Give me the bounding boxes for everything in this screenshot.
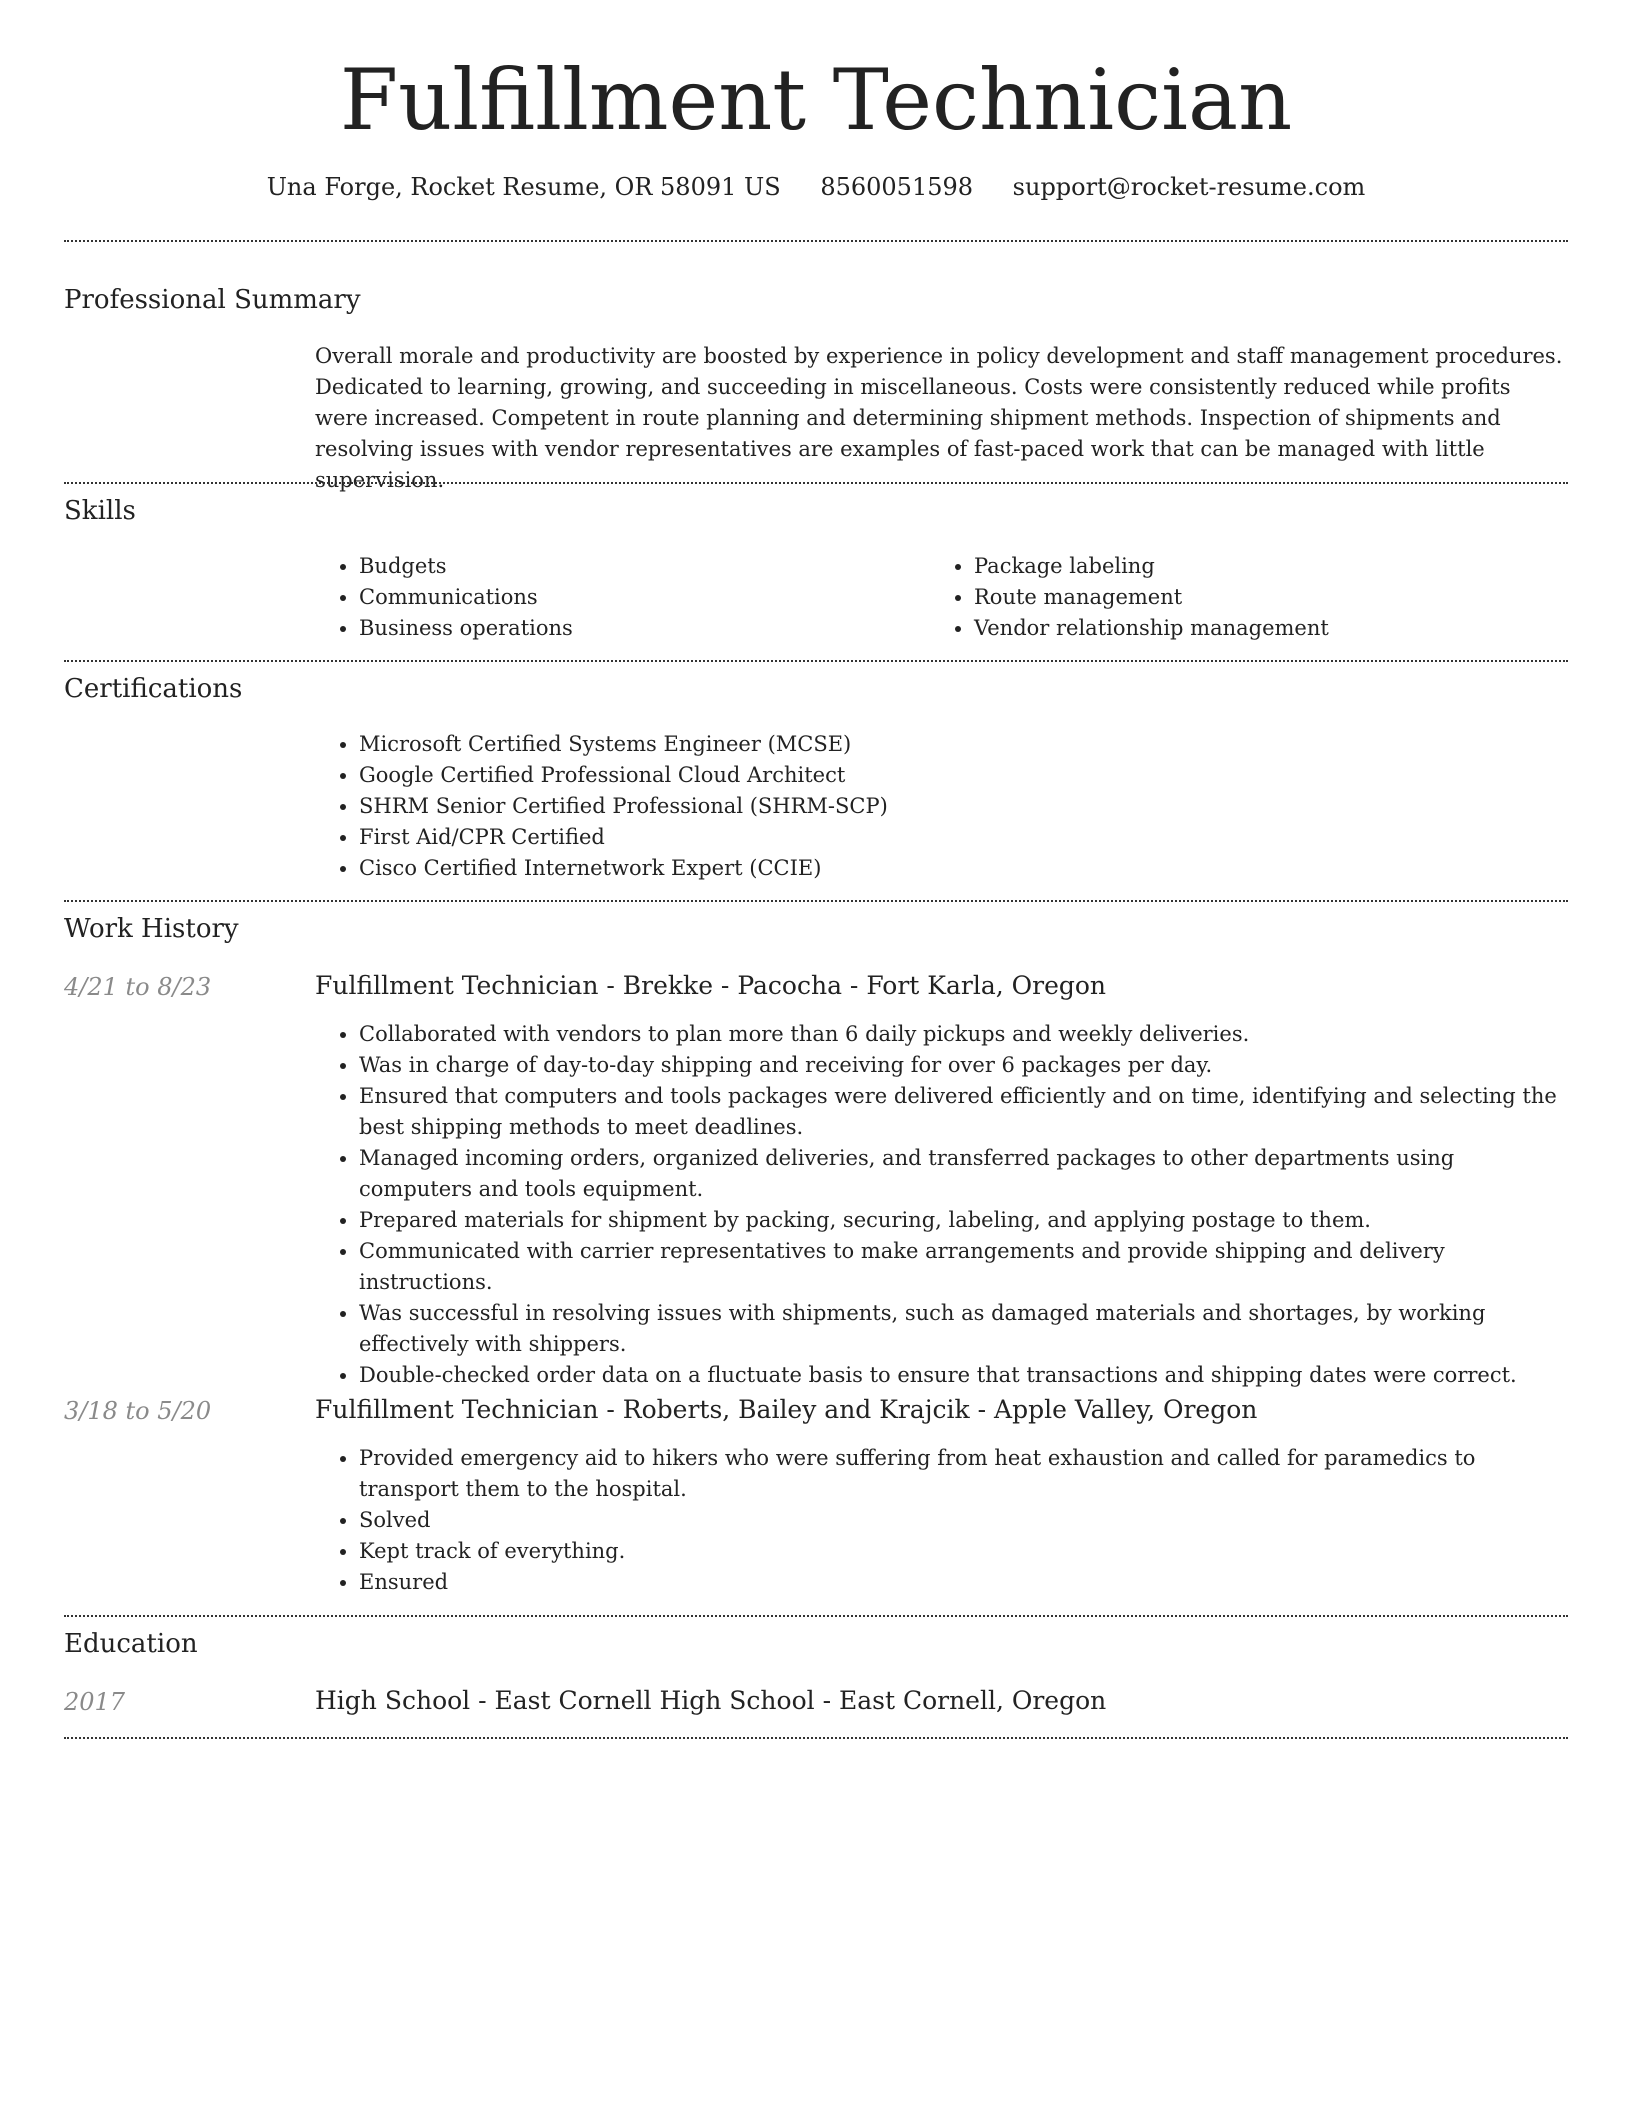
- section-divider: [64, 900, 1568, 902]
- skill-item: • Vendor relationship management: [974, 613, 1568, 644]
- work-history-heading: Work History: [64, 914, 239, 944]
- job-dates: 4/21 to 8/23: [64, 973, 212, 1001]
- job-bullet: • Was in charge of day-to-day shipping and receiving for over 6 packages per day.: [359, 1050, 1568, 1081]
- certification-item: • Google Certified Professional Cloud Architect: [359, 760, 1568, 791]
- education-title: High School - East Cornell High School - East Cornell, Oregon: [315, 1686, 1107, 1715]
- skills-list-right: [930, 551, 1568, 644]
- skill-item: • Package labeling: [974, 551, 1568, 582]
- section-divider: [64, 1737, 1568, 1739]
- certifications-list: [315, 729, 1568, 884]
- certification-item: • SHRM Senior Certified Professional (SHRM-SCP): [359, 791, 1568, 822]
- section-divider: [64, 240, 1568, 242]
- certification-item: • First Aid/CPR Certified: [359, 822, 1568, 853]
- job-bullet: • Provided emergency aid to hikers who were suffering from heat exhaustion and called for paramedics to transport them to the hospital.: [359, 1443, 1568, 1505]
- job-bullet: • Ensured that computers and tools packages were delivered efficiently and on time, identifying and selecting the best shipping methods to meet deadlines.: [359, 1081, 1568, 1143]
- section-divider: [64, 660, 1568, 662]
- section-divider: [64, 1615, 1568, 1617]
- skills-heading: Skills: [64, 496, 136, 526]
- skill-item: • Business operations: [359, 613, 915, 644]
- job-bullets: [315, 1443, 1568, 1598]
- job-title: Fulfillment Technician - Brekke - Pacocha - Fort Karla, Oregon: [315, 971, 1107, 1000]
- contact-address: Una Forge, Rocket Resume, OR 58091 US: [266, 173, 781, 201]
- job-bullet: • Kept track of everything.: [359, 1536, 1568, 1567]
- job-title: Fulfillment Technician - Roberts, Bailey and Krajcik - Apple Valley, Oregon: [315, 1395, 1258, 1424]
- skill-item: • Communications: [359, 582, 915, 613]
- skills-list-left: [315, 551, 915, 644]
- job-bullets: [315, 1019, 1568, 1391]
- certification-item: • Microsoft Certified Systems Engineer (MCSE): [359, 729, 1568, 760]
- job-bullet: • Communicated with carrier representatives to make arrangements and provide shipping and delivery instructions.: [359, 1236, 1568, 1298]
- skill-item: • Budgets: [359, 551, 915, 582]
- resume-title: Fulfillment Technician: [339, 51, 1293, 149]
- education-heading: Education: [64, 1629, 198, 1659]
- contact-phone: 8560051598: [820, 173, 974, 201]
- job-bullet: • Ensured: [359, 1567, 1568, 1598]
- job-bullet: • Double-checked order data on a fluctuate basis to ensure that transactions and shipping dates were correct.: [359, 1360, 1568, 1391]
- summary-heading: Professional Summary: [64, 285, 361, 315]
- certifications-heading: Certifications: [64, 674, 243, 704]
- section-divider: [64, 482, 1568, 484]
- job-bullet: • Prepared materials for shipment by packing, securing, labeling, and applying postage to them.: [359, 1205, 1568, 1236]
- education-date: 2017: [64, 1688, 126, 1716]
- contact-email[interactable]: support@rocket-resume.com: [1012, 173, 1366, 201]
- job-bullet: • Was successful in resolving issues with shipments, such as damaged materials and shortages, by working effectively with shippers.: [359, 1298, 1568, 1360]
- job-bullet: • Managed incoming orders, organized deliveries, and transferred packages to other departments using computers and tools equipment.: [359, 1143, 1568, 1205]
- job-bullet: • Collaborated with vendors to plan more than 6 daily pickups and weekly deliveries.: [359, 1019, 1568, 1050]
- summary-text: Overall morale and productivity are boosted by experience in policy development and staff management procedures. Dedicated to learning, growing, and succeeding in miscellaneous. Costs were consistently reduced while profits were increased. Competent in route planning and determining shipment methods. Inspection of shipments and resolving issues with vendor representatives are examples of fast-paced work that can be managed with little supervision.: [315, 344, 1563, 492]
- job-bullet: • Solved: [359, 1505, 1568, 1536]
- contact-line: [0, 170, 1632, 204]
- job-dates: 3/18 to 5/20: [64, 1397, 212, 1425]
- certification-item: • Cisco Certified Internetwork Expert (CCIE): [359, 853, 1568, 884]
- skill-item: • Route management: [974, 582, 1568, 613]
